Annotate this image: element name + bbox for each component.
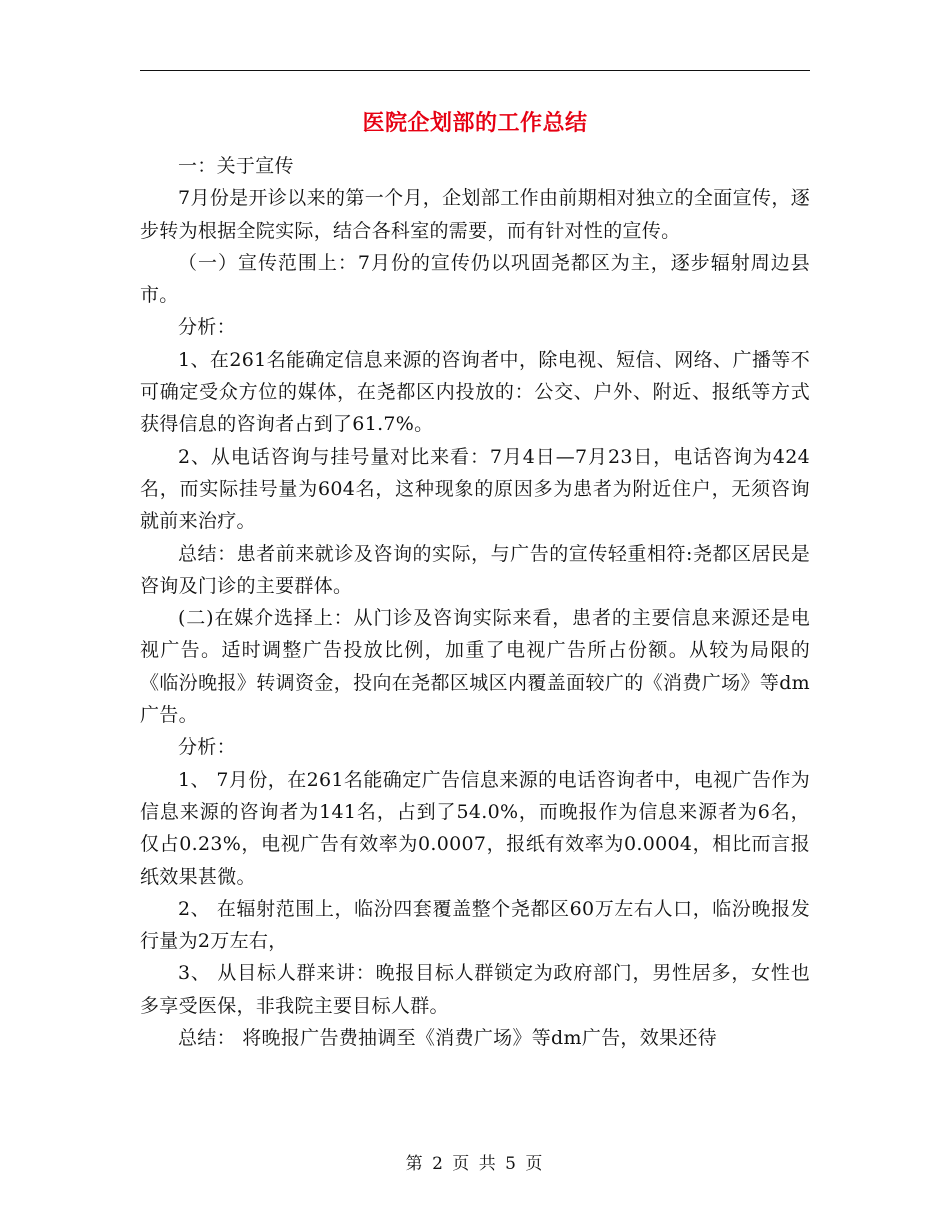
paragraph: 总结：患者前来就诊及咨询的实际，与广告的宣传轻重相符:尧都区居民是咨询及门诊的主要群体。 bbox=[140, 542, 810, 597]
paragraph: 2、 在辐射范围上，临汾四套覆盖整个尧都区60万左右人口，临汾晚报发行量为2万左右， bbox=[140, 897, 810, 953]
header-rule bbox=[140, 70, 810, 71]
page-footer bbox=[0, 1152, 950, 1176]
paragraph: 7月份是开诊以来的第一个月，企划部工作由前期相对独立的全面宣传，逐步转为根据全院实际，结合各科室的需要，而有针对性的宣传。 bbox=[140, 187, 810, 242]
paragraph: (二)在媒介选择上：从门诊及咨询实际来看，患者的主要信息来源还是电视广告。适时调整广告投放比例，加重了电视广告所占份额。从较为局限的《临汾晚报》转调资金，投向在尧都区城区内覆盖面较广的《消费广场》等dm广告。 bbox=[140, 607, 810, 727]
paragraph: 总结： 将晚报广告费抽调至《消费广场》等dm广告，效果还待 bbox=[178, 1027, 717, 1050]
document-title: 医院企划部的工作总结 bbox=[362, 111, 588, 136]
paragraph: 3、 从目标人群来讲：晚报目标人群锁定为政府部门，男性居多，女性也多享受医保，非我院主要目标人群。 bbox=[140, 962, 810, 1017]
page-number-label: 第 2 页 共 5 页 bbox=[405, 1154, 545, 1174]
paragraph: 1、 7月份，在261名能确定广告信息来源的电话咨询者中，电视广告作为信息来源的咨询者为141名，占到了54.0%，而晚报作为信息来源者为6名，仅占0.23%，电视广告有效率为0.0007，报纸有效率为0.0004，相比而言报纸效果甚微。 bbox=[140, 768, 810, 888]
paragraph: 2、从电话咨询与挂号量对比来看：7月4日—7月23日，电话咨询为424名，而实际挂号量为604名，这种现象的原因多为患者为附近住户，无须咨询就前来治疗。 bbox=[140, 445, 810, 533]
paragraph: 一：关于宣传 bbox=[178, 155, 294, 177]
paragraph: 1、在261名能确定信息来源的咨询者中，除电视、短信、网络、广播等不可确定受众方位的媒体，在尧都区内投放的：公交、户外、附近、报纸等方式获得信息的咨询者占到了61.7%。 bbox=[140, 348, 810, 436]
paragraph: （一）宣传范围上：7月份的宣传仍以巩固尧都区为主，逐步辐射周边县市。 bbox=[140, 251, 810, 307]
paragraph: 分析： bbox=[178, 736, 236, 759]
paragraph: 分析： bbox=[178, 316, 236, 339]
document-body bbox=[140, 150, 810, 1054]
